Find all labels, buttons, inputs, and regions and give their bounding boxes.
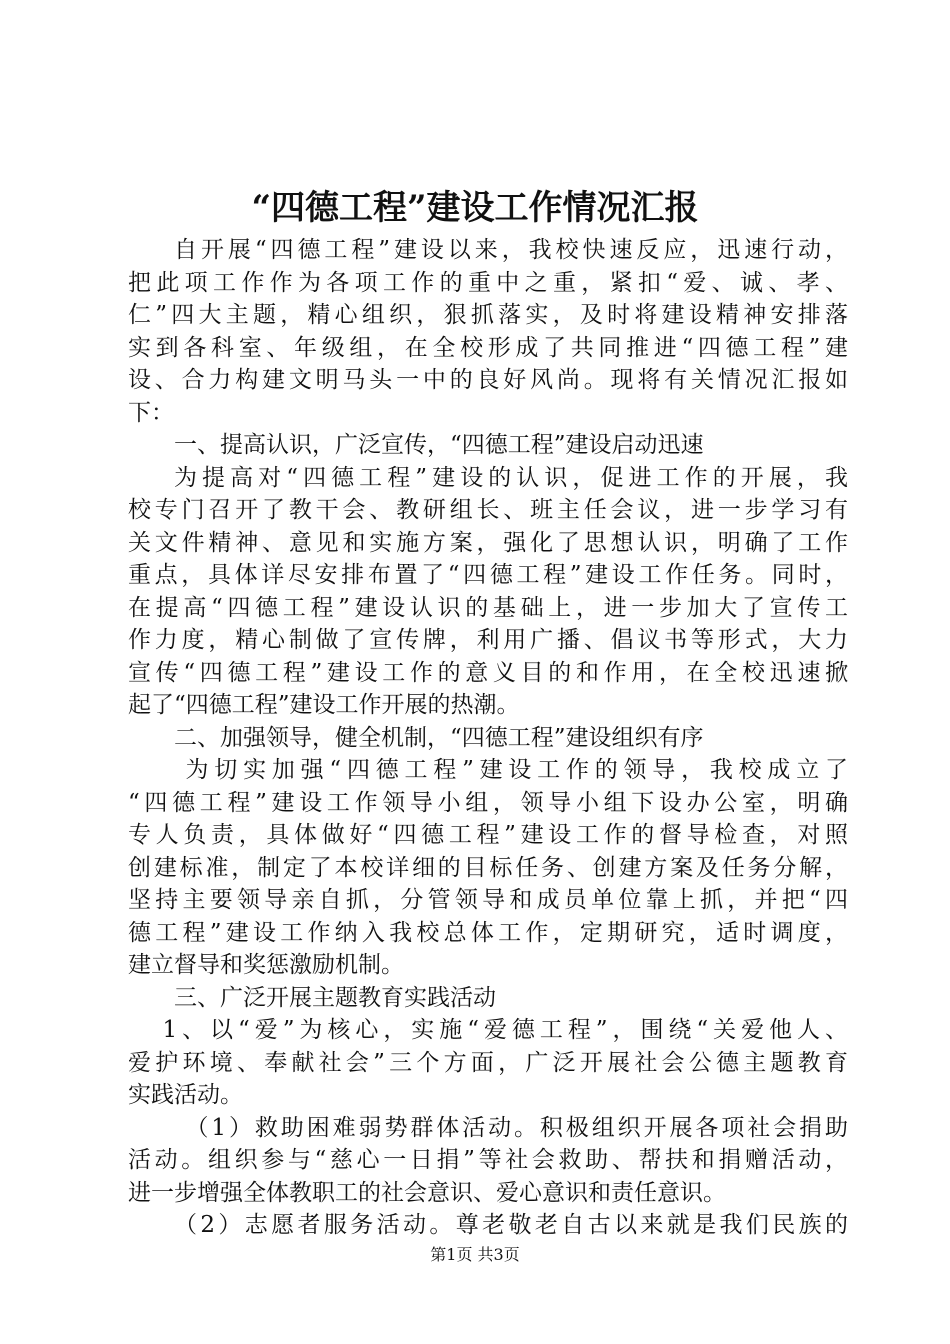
document-title: “四德工程”建设工作情况汇报 [251, 188, 699, 228]
body-line: 在提高“四德工程”建设认识的基础上，进一步加大了宣传工 [128, 594, 848, 621]
body-line: 德工程”建设工作纳入我校总体工作，定期研究，适时调度， [128, 919, 848, 946]
document-body [128, 234, 848, 1242]
body-line: 作力度，精心制做了宣传牌，利用广播、倡议书等形式，大力 [128, 627, 848, 653]
body-line: 校专门召开了教干会、教研组长、班主任会议，进一步学习有 [128, 497, 848, 523]
body-line: 创建标准，制定了本校详细的目标任务、创建方案及任务分解， [128, 854, 848, 881]
body-line: 宣传“四德工程”建设工作的意义目的和作用，在全校迅速掀 [128, 659, 848, 686]
body-line: 为切实加强“四德工程”建设工作的领导，我校成立了 [185, 757, 848, 783]
body-line: 三、广泛开展主题教育实践活动 [174, 984, 496, 1011]
body-line: 重点，具体详尽安排布置了“四德工程”建设工作任务。同时， [128, 562, 848, 588]
body-line: “四德工程”建设工作领导小组，领导小组下设办公室，明确 [128, 789, 848, 816]
body-line: 爱护环境、奉献社会”三个方面，广泛开展社会公德主题教育 [128, 1049, 848, 1076]
body-line: 1、以“爱”为核心，实施“爱德工程”，围绕“关爱他人、 [162, 1017, 848, 1043]
body-line: 实到各科室、年级组，在全校形成了共同推进“四德工程”建 [128, 334, 848, 361]
body-line: 为提高对“四德工程”建设的认识，促进工作的开展，我 [174, 464, 848, 491]
body-line: 关文件精神、意见和实施方案，强化了思想认识，明确了工作 [128, 529, 848, 556]
body-line: 仁”四大主题，精心组织，狠抓落实，及时将建设精神安排落 [128, 302, 848, 328]
body-line: （2）志愿者服务活动。尊老敬老自古以来就是我们民族的 [174, 1212, 848, 1238]
body-line: 自开展“四德工程”建设以来，我校快速反应，迅速行动， [174, 237, 848, 263]
body-line: 实践活动。 [128, 1082, 243, 1108]
body-line: 进一步增强全体教职工的社会意识、爱心意识和责任意识。 [128, 1179, 726, 1206]
body-line: 起了“四德工程”建设工作开展的热潮。 [128, 692, 520, 718]
body-line: （1）救助困难弱势群体活动。积极组织开展各项社会捐助 [185, 1114, 848, 1141]
body-line: 建立督导和奖惩激励机制。 [128, 952, 404, 978]
body-line: 二、加强领导，健全机制，“四德工程”建设组织有序 [174, 724, 704, 751]
body-line: 一、提高认识，广泛宣传，“四德工程”建设启动迅速 [174, 432, 704, 458]
body-line: 专人负责，具体做好“四德工程”建设工作的督导检查，对照 [128, 822, 848, 848]
page-footer: 第1页 共3页 [430, 1245, 520, 1264]
body-line: 设、合力构建文明马头一中的良好风尚。现将有关情况汇报如 [128, 367, 848, 393]
body-line: 下： [128, 399, 174, 426]
body-line: 活动。组织参与“慈心一日捐”等社会救助、帮扶和捐赠活动， [128, 1147, 848, 1173]
body-line: 把此项工作作为各项工作的重中之重，紧扣“爱、诚、孝、 [128, 269, 848, 296]
body-line: 坚持主要领导亲自抓，分管领导和成员单位靠上抓，并把“四 [128, 887, 848, 913]
